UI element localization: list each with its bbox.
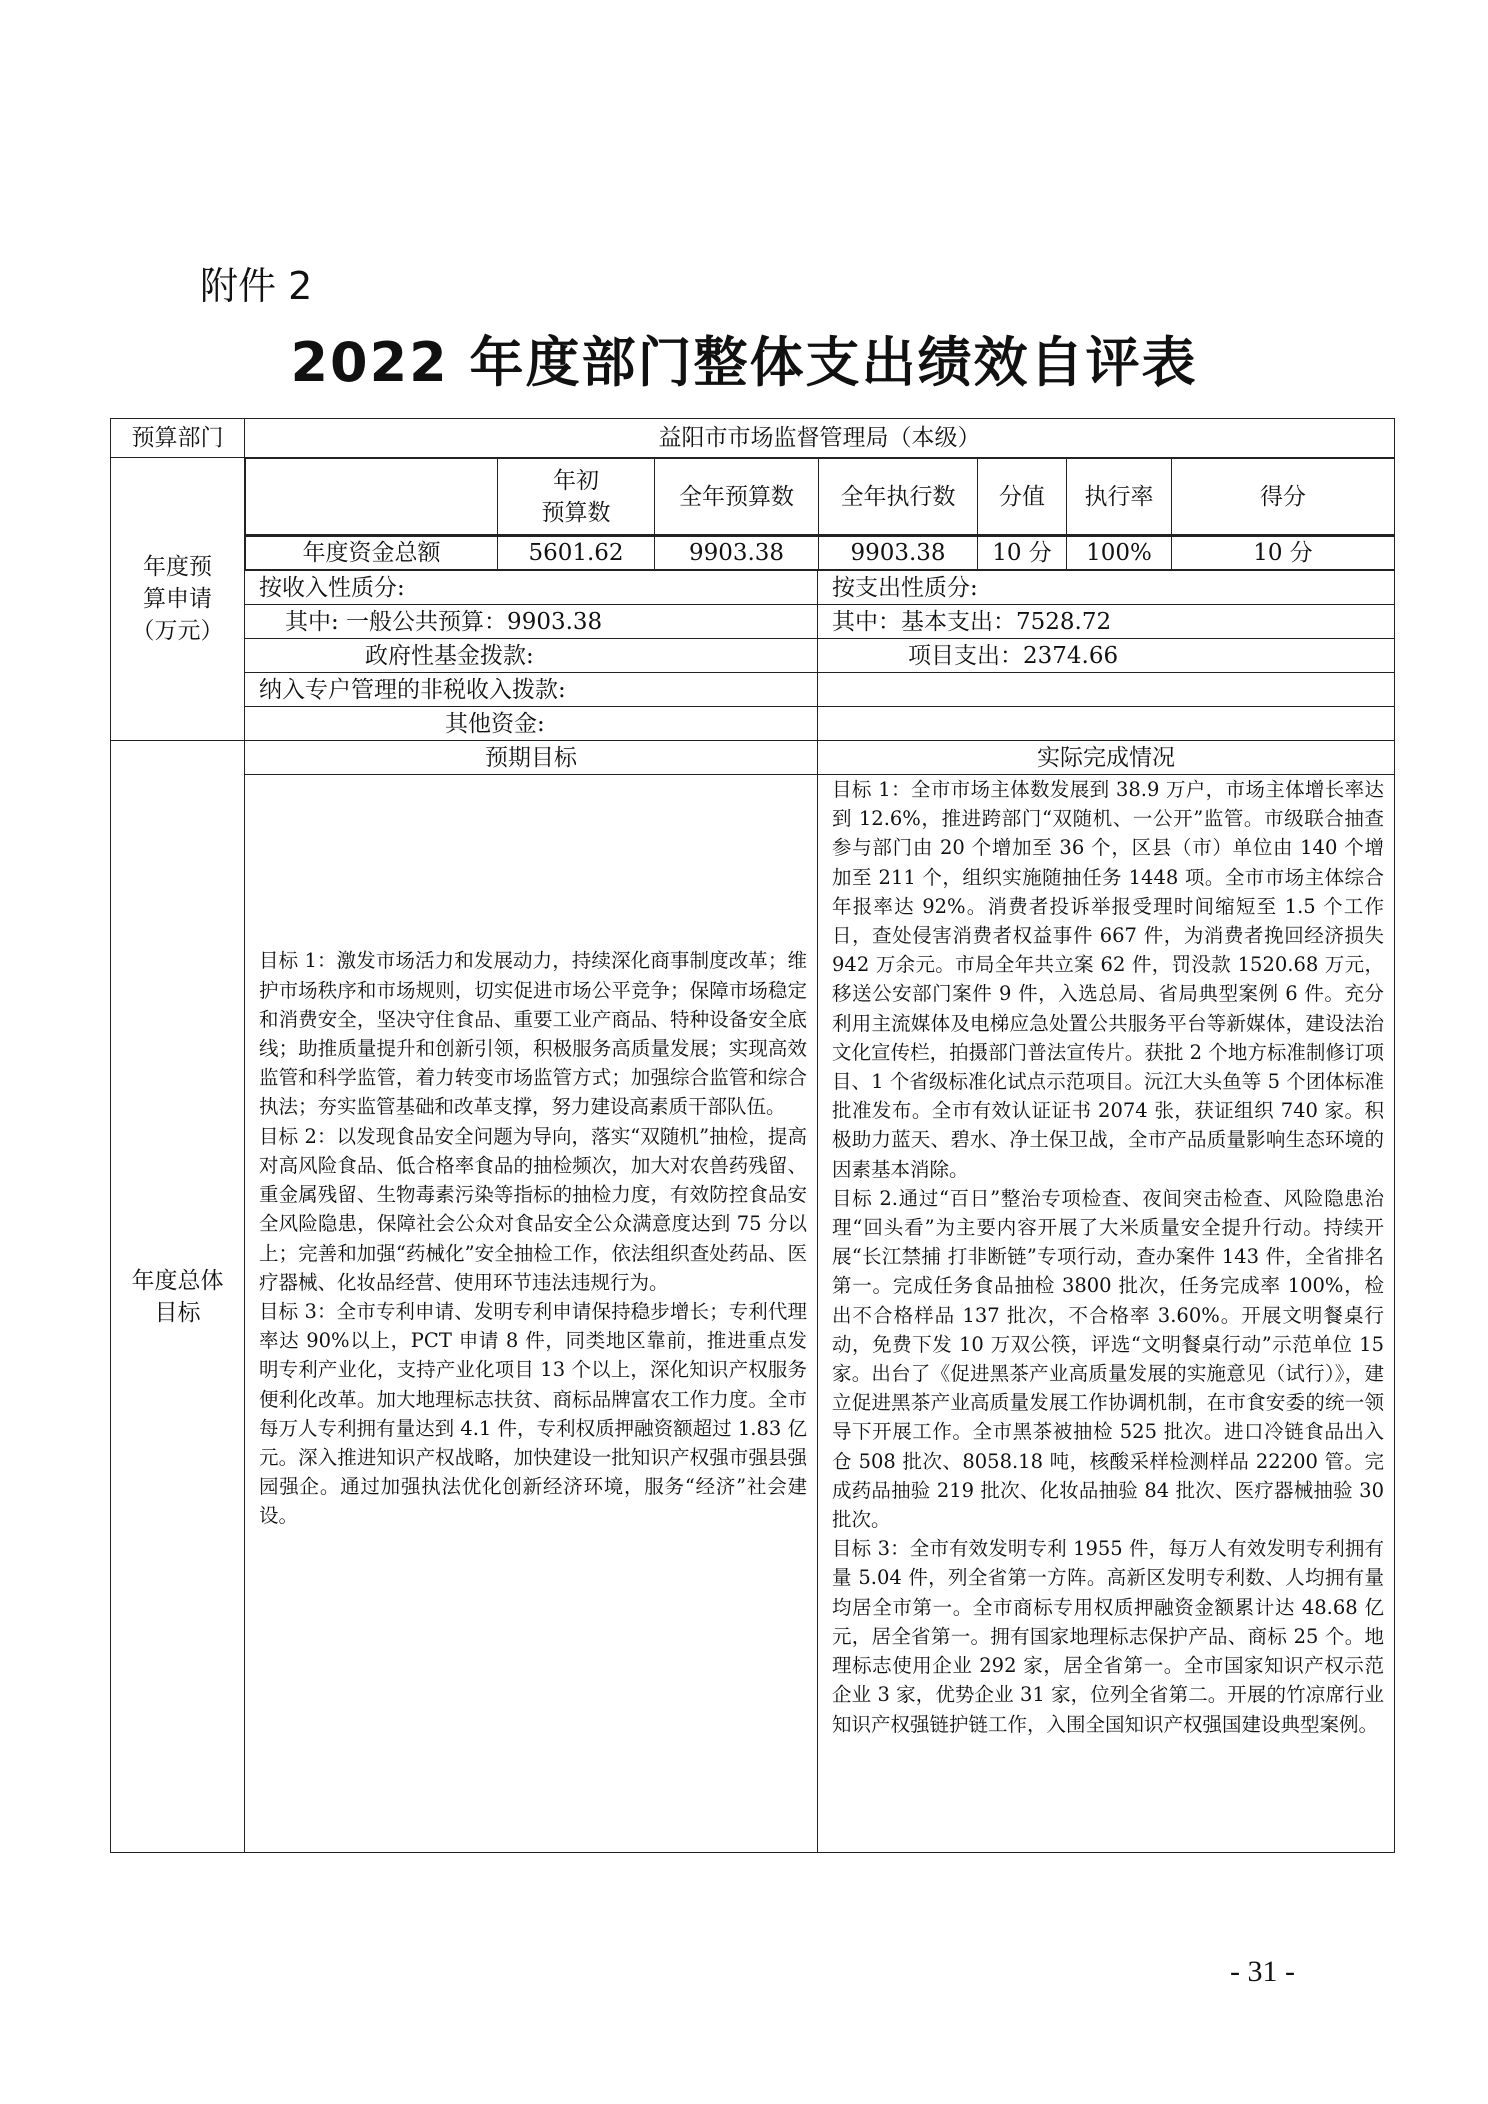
total-initial: 5601.62 xyxy=(498,537,655,570)
header-score: 得分 xyxy=(1172,459,1395,535)
header-score-value: 分值 xyxy=(978,459,1067,535)
page-title: 2022 年度部门整体支出绩效自评表 xyxy=(290,331,1198,394)
total-exec-rate: 100% xyxy=(1067,537,1172,570)
expense-project: 项目支出：2374.66 xyxy=(818,639,1395,673)
budget-header-row xyxy=(245,458,1394,535)
dept-value: 益阳市市场监督管理局（本级） xyxy=(245,419,1395,458)
total-annual: 9903.38 xyxy=(655,537,819,570)
budget-section-label: 年度预 算申请 （万元） xyxy=(111,458,245,741)
income-nontax: 纳入专户管理的非税收入拨款: xyxy=(245,673,818,707)
total-label: 年度资金总额 xyxy=(246,537,498,570)
header-initial-budget: 年初 预算数 xyxy=(498,459,655,535)
total-executed: 9903.38 xyxy=(819,537,978,570)
income-general: 其中: 一般公共预算：9903.38 xyxy=(245,605,818,639)
goals-section-label: 年度总体 目标 xyxy=(111,741,245,1853)
income-other: 其他资金: xyxy=(245,707,818,741)
header-exec-rate: 执行率 xyxy=(1067,459,1172,535)
total-score-value: 10 分 xyxy=(978,537,1067,570)
page-number: - 31 - xyxy=(1230,1955,1295,1988)
actual-result-text: 目标 1：全市市场主体数发展到 38.9 万户，市场主体增长率达到 12.6%，推进跨部门“双随机、一公开”监管。市级联合抽查参与部门由 20 个增加至 36 个，区县（市）单位由 140 个增加至 211 个，组织实施随抽任务 1448 项。全市市场主体综合年报率达 92%。消费者投诉举报受理时间缩短至 1.5 个工作日，查处侵害消费者权益事件 667 件，为消费者挽回经济损失 942 万余元。市局全年共立案 62 件，罚没款 1520.68 万元，移送公安部门案件 9 件，入选总局、省局典型案例 6 件。充分利用主流媒体及电梯应急处置公共服务平台等新媒体，建设法治文化宣传栏，拍摄部门普法宣传片。获批 2 个地方标准制修订项目、1 个省级标准化试点示范项目。沅江大头鱼等 5 个团体标准批准发布。全市有效认证证书 2074 张，获证组织 740 家。积极助力蓝天、碧水、净土保卫战，全市产品质量影响生态环境的因素基本消除。 目标 2.通过“百日”整治专项检查、夜间突击检查、风险隐患治理“回头看”为主要内容开展了大米质量安全提升行动。持续开展“长江禁捕 打非断链”专项行动，查办案件 143 件，全省排名第一。完成任务食品抽检 3800 批次，任务完成率 100%，检出不合格样品 137 批次，不合格率 3.60%。开展文明餐桌行动，免费下发 10 万双公筷，评选“文明餐桌行动”示范单位 15 家。出台了《促进黑茶产业高质量发展的实施意见（试行）》，建立促进黑茶产业高质量发展工作协调机制，在市食安委的统一领导下开展工作。全市黑茶被抽检 525 批次。进口冷链食品出入仓 508 批次、8058.18 吨，核酸采样检测样品 22200 管。完成药品抽验 219 批次、化妆品抽验 84 批次、医疗器械抽验 30 批次。 目标 3：全市有效发明专利 1955 件，每万人有效发明专利拥有量 5.04 件，列全省第一方阵。高新区发明专利数、人均拥有量均居全市第一。全市商标专用权质押融资金额累计达 48.68 亿元，居全省第一。拥有国家地理标志保护产品、商标 25 个。地理标志使用企业 292 家，居全省第一。全市国家知识产权示范企业 3 家，优势企业 31 家，位列全省第二。开展的竹凉席行业知识产权强链护链工作，入围全国知识产权强国建设典型案例。 xyxy=(832,778,1384,1736)
expense-basic: 其中：基本支出：7528.72 xyxy=(818,605,1395,639)
by-income-label: 按收入性质分: xyxy=(245,571,818,605)
income-fund: 政府性基金拨款: xyxy=(245,639,818,673)
budget-total-row xyxy=(245,536,1394,570)
expected-goal-header: 预期目标 xyxy=(245,741,818,775)
header-executed: 全年执行数 xyxy=(819,459,978,535)
dept-label: 预算部门 xyxy=(111,419,245,458)
total-score: 10 分 xyxy=(1172,537,1395,570)
performance-table xyxy=(110,418,1395,1853)
by-expense-label: 按支出性质分: xyxy=(818,571,1395,605)
header-annual-budget: 全年预算数 xyxy=(655,459,819,535)
expected-goal-text: 目标 1：激发市场活力和发展动力，持续深化商事制度改革；维护市场秩序和市场规则，切实促进市场公平竞争；保障市场稳定和消费安全，坚决守住食品、重要工业产商品、特种设备安全底线；助推质量提升和创新引领，积极服务高质量发展；实现高效监管和科学监管，着力转变市场监管方式；加强综合监管和综合执法；夯实监管基础和改革支撑，努力建设高素质干部队伍。 目标 2：以发现食品安全问题为导向，落实“双随机”抽检，提高对高风险食品、低合格率食品的抽检频次，加大对农兽药残留、重金属残留、生物毒素污染等指标的抽检力度，有效防控食品安全风险隐患，保障社会公众对食品安全公众满意度达到 75 分以上；完善和加强“药械化”安全抽检工作，依法组织查处药品、医疗器械、化妆品经营、使用环节违法违规行为。 目标 3：全市专利申请、发明专利申请保持稳步增长；专利代理率达 90%以上，PCT 申请 8 件，同类地区靠前，推进重点发明专利产业化，支持产业化项目 13 个以上，深化知识产权服务便利化改革。加大地理标志扶贫、商标品牌富农工作力度。全市每万人专利拥有量达到 4.1 件，专利权质押融资额超过 1.83 亿元。深入推进知识产权战略，加快建设一批知识产权强市强县强园强企。通过加强执法优化创新经济环境，服务“经济”社会建设。 xyxy=(259,949,807,1528)
attachment-label: 附件 2 xyxy=(200,264,313,308)
actual-result-header: 实际完成情况 xyxy=(818,741,1395,775)
